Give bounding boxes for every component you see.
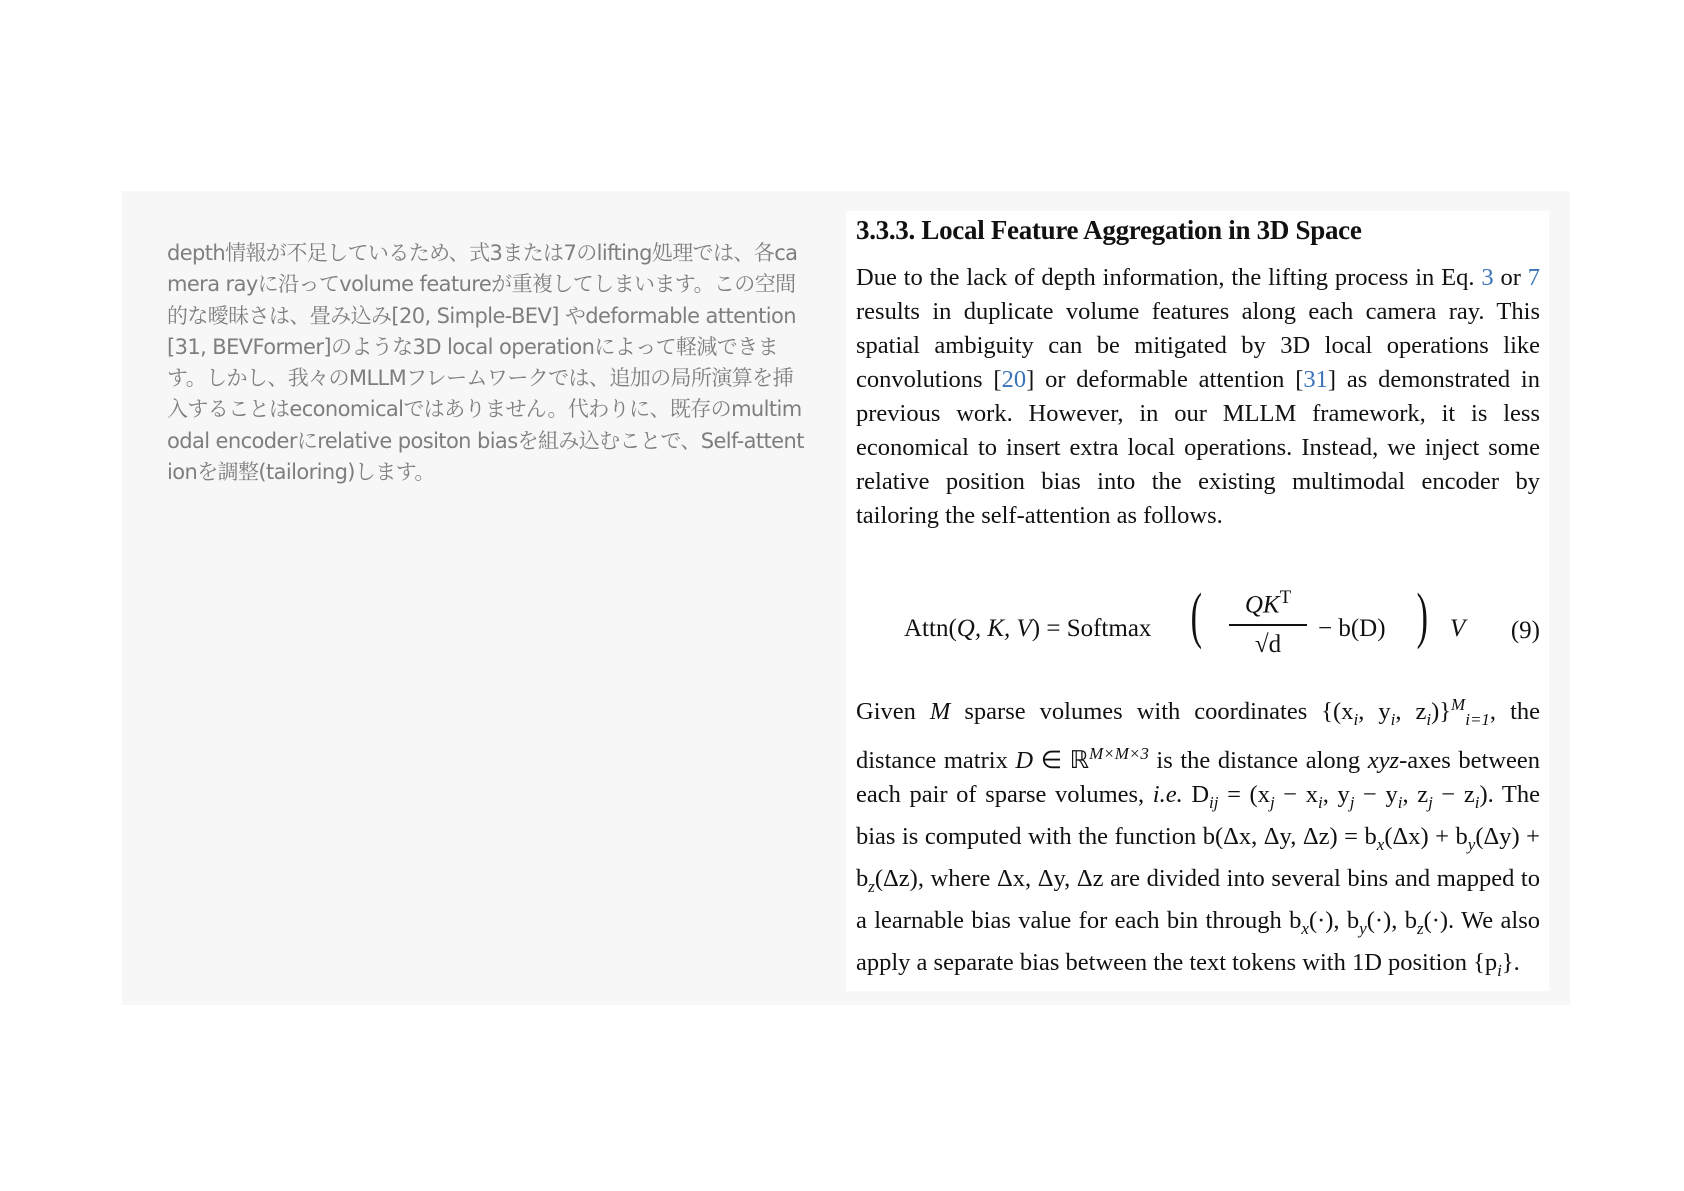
equation-lhs: Attn(Q, K, V) = Softmax <box>904 615 1152 642</box>
paragraph-bias: Given M sparse volumes with coordinates {($x_i$, $y_i$, $z_i)\}^M_{i=1}$, the distance matrix D ∈ ℝ$^{M\times M\times 3}$ is the distance along xyz-axes between each pair of sparse volumes, i.e. $D_{ij} = (x_j - x_i$, $y_j - y_i$, $z_j - z_i$). The bias is computed with the function b(Δx, Δy, $\Delta z) = b_x(\Delta x) + b_y(\Delta y) + b_z(\Delta z)$, where Δx, Δy, Δz are divided into several bins and mapped to a learnable bias value for each bin through $b_x(\cdot)$, $b_y(\cdot)$, $b_z(\cdot)$. We also apply a separate bias between the text tokens with 1D position $\{p_i\}$. <box>856 695 1541 980</box>
equation-bias-term: − b(D) <box>1318 615 1386 642</box>
section-heading: 3.3.3. Local Feature Aggregation in 3D Space <box>856 215 1362 245</box>
equation-number: (9) <box>1510 617 1540 644</box>
right-paren: ) <box>1416 582 1429 650</box>
equation-ref-3[interactable]: 3 <box>1481 264 1494 291</box>
left-paren: ( <box>1190 582 1203 650</box>
paper-excerpt <box>846 211 1549 991</box>
equation-rhs: V <box>1450 615 1466 642</box>
citation-31[interactable]: 31 <box>1303 366 1328 393</box>
paragraph-intro: Due to the lack of depth information, the lifting process in Eq. 3 or 7 results in duplicate volume features along each camera ray. This spatial ambiguity can be mitigated by 3D local operations like convolutions [20] or deformable attention [31] as demonstrated in previous work. However, in our MLLM framework, it is less economical to insert extra local operations. Instead, we inject some relative position bias into the existing multimodal encoder by tailoring the self-attention as follows. <box>856 264 1540 529</box>
equation-9 <box>856 579 1540 675</box>
equation-fraction: $QK^T$ √d <box>1229 587 1307 659</box>
japanese-summary: depth情報が不足しているため、式3または7のlifting処理では、各camera rayに沿ってvolume featureが重複してしまいます。この空間的な曖昧さは、畳み込み[20, Simple-BEV] やdeformable attention[31, BEVFormer]のような3D local operationによって軽減できます。しかし、我々のMLLMフレームワークでは、追加の局所演算を挿入することはeconomicalではありません。代わりに、既存のmultimodal encoderにrelative positon biasを組み込むことで、Self-attentionを調整(tailoring)します。 <box>167 241 804 485</box>
equation-ref-7[interactable]: 7 <box>1527 264 1540 291</box>
citation-20[interactable]: 20 <box>1001 366 1027 393</box>
